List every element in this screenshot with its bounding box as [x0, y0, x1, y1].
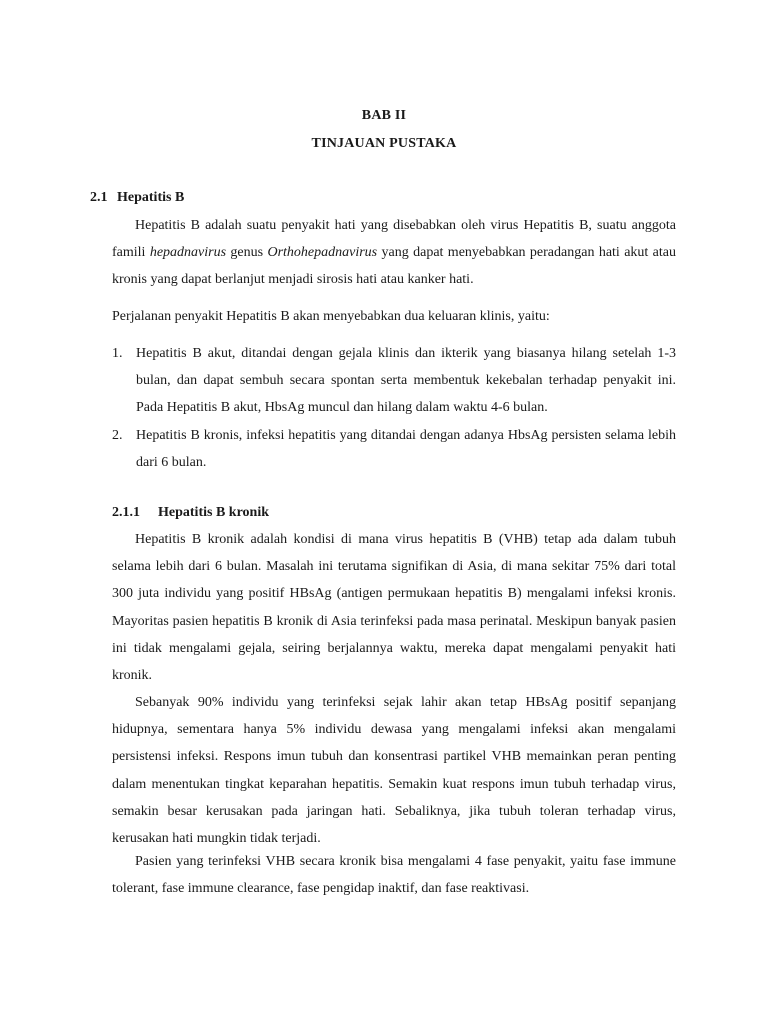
list-item [112, 340, 676, 422]
para-italic-term: hepadnavirus [149, 245, 227, 261]
paragraph-hepatitis-b-definition [112, 212, 676, 294]
chapter-title: TINJAUAN PUSTAKA [311, 136, 457, 151]
paragraph-disease-phases: Pasien yang terinfeksi VHB secara kronik bisa mengalami 4 fase penyakit, yaitu fase immune tolerant, fase immune clearance, fase pengidap inaktif, dan fase reaktivasi. [112, 854, 676, 897]
chapter-label: BAB II [361, 108, 407, 123]
section-heading-2-1-1 [112, 505, 269, 521]
para-text: Hepatitis B adalah suatu penyakit hati yang disebabkan oleh virus Hepatitis B, suatu anggota famili [112, 218, 676, 261]
paragraph-clinical-outcomes: Perjalanan penyakit Hepatitis B akan menyebabkan dua keluaran klinis, yaitu: [112, 309, 550, 324]
list-marker: 2. [112, 427, 123, 443]
paragraph-chronic-persistence: Sebanyak 90% individu yang terinfeksi sejak lahir akan tetap HBsAg positif sepanjang hidupnya, sementara hanya 5% individu dewasa yang mengalami infeksi akan mengalami persistensi infeksi. Respons imun tubuh dan konsentrasi partikel VHB memainkan peran penting dalam menentukan tingkat keparahan hepatitis. Semakin kuat respons imun tubuh terhadap virus, semakin besar kerusakan pada jaringan hati. Sebaliknya, jika tubuh toleran terhadap virus, kerusakan hati mungkin tidak terjadi. [112, 695, 676, 847]
para-italic-term: Orthohepadnavirus [267, 245, 378, 261]
paragraph-chronic-definition: Hepatitis B kronik adalah kondisi di mana virus hepatitis B (VHB) tetap ada dalam tubuh selama lebih dari 6 bulan. Masalah ini terutama signifikan di Asia, di mana sekitar 75% dari total 300 juta individu yang positif HBsAg (antigen permukaan hepatitis B) mengalami infeksi kronis. Mayoritas pasien hepatitis B kronik di Asia terinfeksi pada masa perinatal. Meskipun banyak pasien ini tidak mengalami gejala, seiring berjalannya waktu, mereka dapat mengalami penyakit hati kronik. [112, 532, 676, 684]
para-text: yang dapat menyebabkan peradangan hati akut atau kronis yang dapat berlanjut menjadi sirosis hati atau kanker hati. [112, 245, 676, 288]
para-text: genus [226, 245, 268, 261]
list-marker: 1. [112, 346, 123, 361]
section-title: Hepatitis B [117, 190, 185, 205]
list-item-text: Hepatitis B kronis, infeksi hepatitis yang ditandai dengan adanya HbsAg persisten selama lebih dari 6 bulan. [136, 427, 676, 470]
list-item [112, 422, 676, 476]
section-number: 2.1 [90, 190, 108, 205]
section-title: Hepatitis B kronik [158, 505, 269, 520]
section-heading-2-1 [90, 190, 184, 206]
list-item-text: Hepatitis B akut, ditandai dengan gejala klinis dan ikterik yang biasanya hilang setelah 1-3 bulan, dan dapat sembuh secara spontan serta membentuk kekebalan terhadap penyakit ini. Pada Hepatitis B akut, HbsAg muncul dan hilang dalam waktu 4-6 bulan. [136, 346, 676, 416]
section-number: 2.1.1 [112, 505, 140, 520]
clinical-outcomes-list [112, 340, 676, 476]
